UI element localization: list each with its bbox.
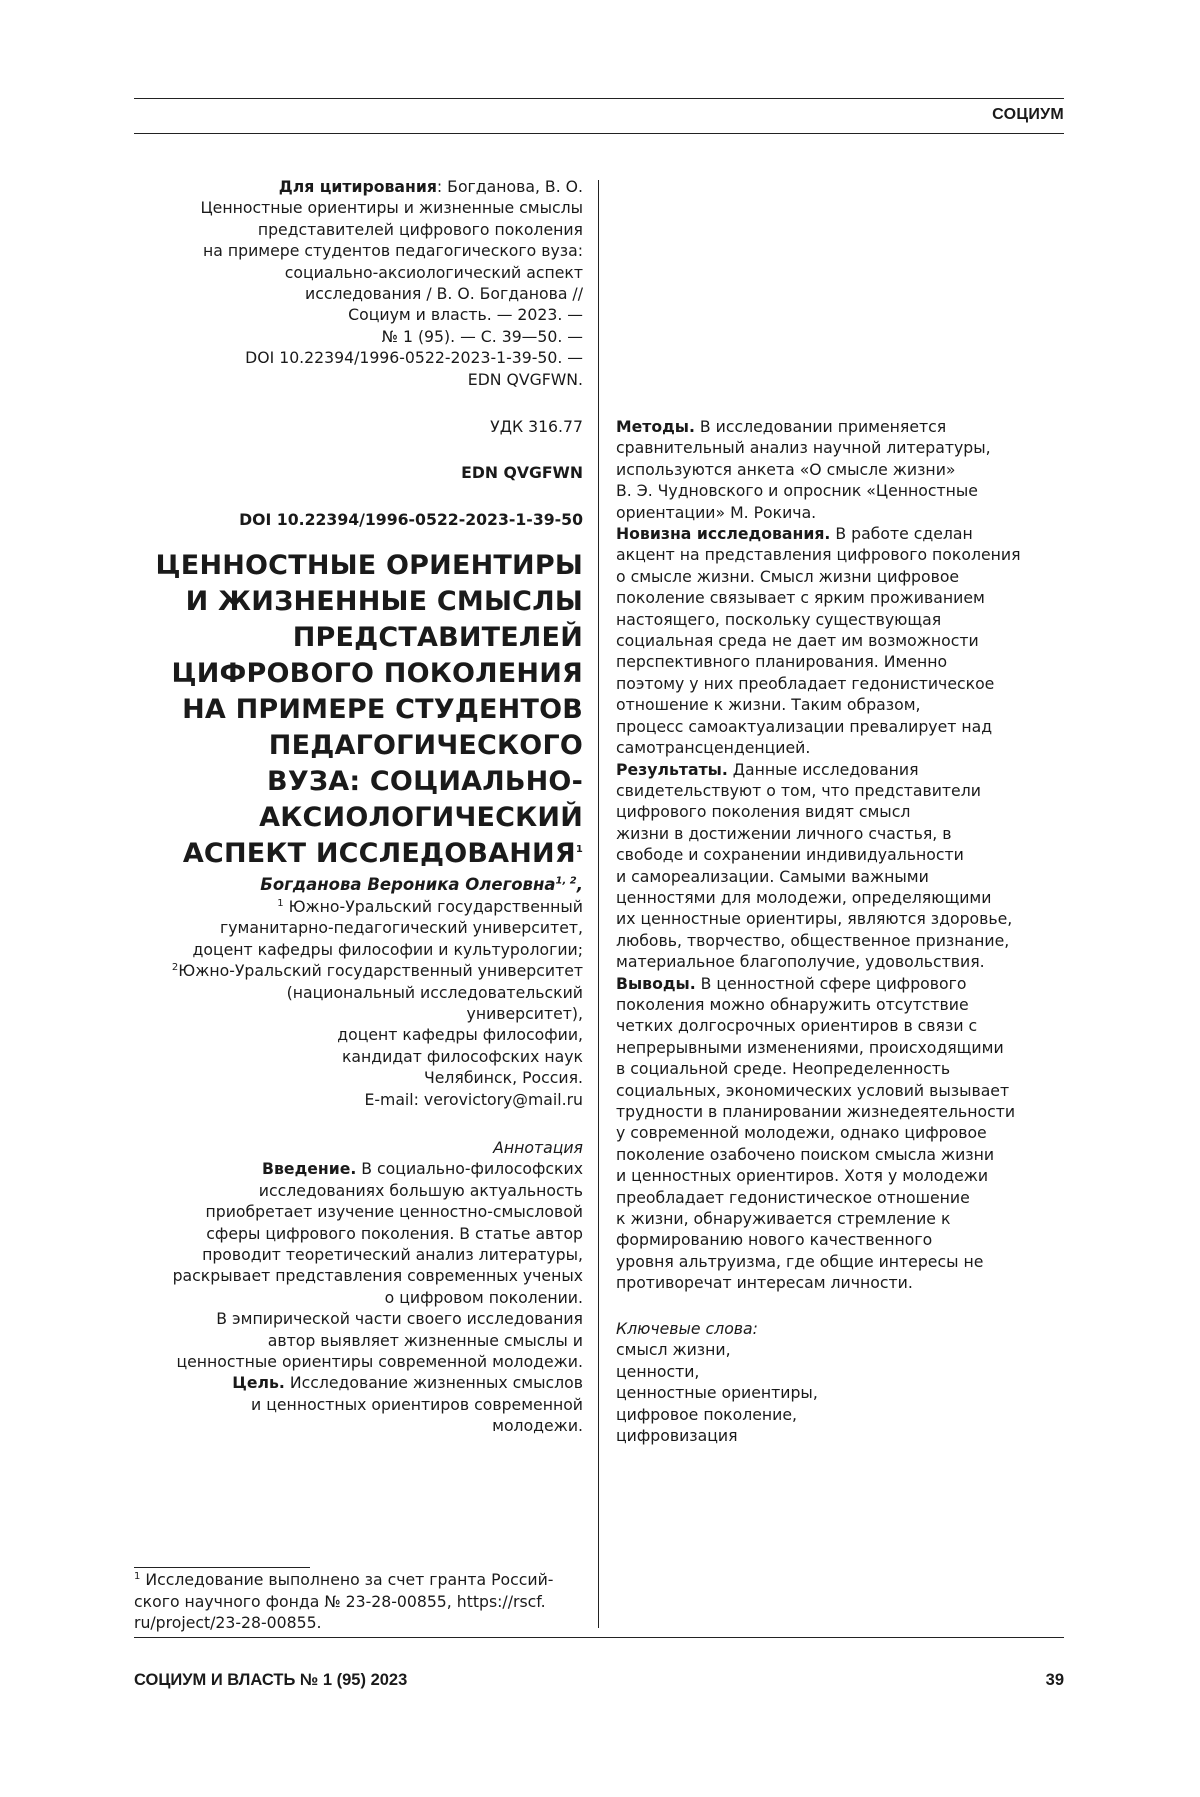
running-head: СОЦИУМ bbox=[992, 106, 1064, 124]
results-line: жизни в достижении личного счастья, в bbox=[616, 823, 1064, 844]
methods-line: ориентации» М. Рокича. bbox=[616, 502, 1064, 523]
identifiers bbox=[134, 416, 583, 530]
goal-line: и ценностных ориентиров современной bbox=[134, 1394, 583, 1415]
affiliation-1: 1 Южно-Уральский государственный bbox=[134, 896, 583, 917]
citation-line: Ценностные ориентиры и жизненные смыслы bbox=[134, 197, 583, 218]
affiliation-line: (национальный исследовательский bbox=[134, 982, 583, 1003]
footnote bbox=[134, 1569, 584, 1634]
title-line: И ЖИЗНЕННЫЕ СМЫСЛЫ bbox=[134, 584, 583, 620]
page-number: 39 bbox=[1046, 1671, 1064, 1690]
title-line: ЦЕННОСТНЫЕ ОРИЕНТИРЫ bbox=[134, 548, 583, 584]
affiliation-city: Челябинск, Россия. bbox=[134, 1067, 583, 1088]
conclusions-line: противоречат интересам личности. bbox=[616, 1272, 1064, 1293]
citation-line: № 1 (95). — С. 39—50. — bbox=[134, 326, 583, 347]
conclusions-line: к жизни, обнаруживается стремление к bbox=[616, 1208, 1064, 1229]
novelty-line: перспективного планирования. Именно bbox=[616, 651, 1064, 672]
conclusions-line-1: Выводы. В ценностной сфере цифрового bbox=[616, 973, 1064, 994]
novelty-line: отношение к жизни. Таким образом, bbox=[616, 694, 1064, 715]
citation-edn: EDN QVGFWN. bbox=[134, 369, 583, 390]
novelty-line: процесс самоактуализации превалирует над bbox=[616, 716, 1064, 737]
citation-doi: DOI 10.22394/1996-0522-2023-1-39-50. — bbox=[134, 347, 583, 368]
results-line-1: Результаты. Данные исследования bbox=[616, 759, 1064, 780]
doi: DOI 10.22394/1996-0522-2023-1-39-50 bbox=[134, 509, 583, 530]
header-top-rule bbox=[134, 98, 1064, 99]
intro-line: раскрывает представления современных ученых bbox=[134, 1265, 583, 1286]
affiliation-2: 2Южно-Уральский государственный университет bbox=[134, 960, 583, 981]
affiliation-line: гуманитарно-педагогический университет, bbox=[134, 917, 583, 938]
methods-line: В. Э. Чудновского и опросник «Ценностные bbox=[616, 480, 1064, 501]
conclusions-line: уровня альтруизма, где общие интересы не bbox=[616, 1251, 1064, 1272]
citation-line-1: Для цитирования: Богданова, В. О. bbox=[134, 176, 583, 197]
novelty-label: Новизна исследования. bbox=[616, 524, 830, 543]
title-line-last: АСПЕКТ ИССЛЕДОВАНИЯ1 bbox=[134, 836, 583, 872]
author-email[interactable]: E-mail: verovictory@mail.ru bbox=[134, 1089, 583, 1110]
results-label: Результаты. bbox=[616, 760, 728, 779]
conclusions-line: поколения можно обнаружить отсутствие bbox=[616, 994, 1064, 1015]
novelty-line: поэтому у них преобладает гедонистическое bbox=[616, 673, 1064, 694]
results-line: свидетельствуют о том, что представители bbox=[616, 780, 1064, 801]
novelty-line-1: Новизна исследования. В работе сделан bbox=[616, 523, 1064, 544]
novelty-line: акцент на представления цифрового поколения bbox=[616, 544, 1064, 565]
citation-label: Для цитирования bbox=[279, 177, 437, 196]
title-line: ПРЕДСТАВИТЕЛЕЙ bbox=[134, 620, 583, 656]
author-block bbox=[134, 874, 583, 1110]
novelty-line: поколение связывает с ярким проживанием bbox=[616, 587, 1064, 608]
citation-line: представителей цифрового поколения bbox=[134, 219, 583, 240]
abstract-heading: Аннотация bbox=[134, 1137, 583, 1158]
results-line: их ценностные ориентиры, являются здоровье, bbox=[616, 908, 1064, 929]
results-line: любовь, творчество, общественное признание, bbox=[616, 930, 1064, 951]
methods-line: сравнительный анализ научной литературы, bbox=[616, 437, 1064, 458]
keywords-heading: Ключевые слова: bbox=[616, 1318, 1064, 1339]
intro-line: В эмпирической части своего исследования bbox=[134, 1308, 583, 1329]
results-line: цифрового поколения видят смысл bbox=[616, 801, 1064, 822]
footnote-rule bbox=[134, 1567, 310, 1568]
author-name: Богданова Вероника Олеговна bbox=[260, 875, 555, 894]
title-line: ПЕДАГОГИЧЕСКОГО bbox=[134, 728, 583, 764]
goal-label: Цель. bbox=[232, 1373, 285, 1392]
novelty-line: о смысле жизни. Смысл жизни цифровое bbox=[616, 566, 1064, 587]
methods-line-1: Методы. В исследовании применяется bbox=[616, 416, 1064, 437]
author-name-line: Богданова Вероника Олеговна1, 2, bbox=[134, 874, 583, 896]
column-divider bbox=[598, 180, 599, 1628]
intro-line: автор выявляет жизненные смыслы и bbox=[134, 1330, 583, 1351]
keyword-item: цифровое поколение, bbox=[616, 1404, 1064, 1425]
conclusions-line: в социальной среде. Неопределенность bbox=[616, 1058, 1064, 1079]
intro-line: ценностные ориентиры современной молодежи. bbox=[134, 1351, 583, 1372]
affiliation-line: университет), bbox=[134, 1003, 583, 1024]
footnote-line-1: 1 Исследование выполнено за счет гранта Россий- bbox=[134, 1569, 584, 1591]
header-bottom-rule bbox=[134, 133, 1064, 134]
conclusions-line: непрерывными изменениями, происходящими bbox=[616, 1037, 1064, 1058]
citation-block bbox=[134, 176, 583, 390]
keyword-item: ценностные ориентиры, bbox=[616, 1382, 1064, 1403]
conclusions-line: социальных, экономических условий вызывает bbox=[616, 1080, 1064, 1101]
footnote-mark: 1 bbox=[134, 1571, 140, 1582]
title-footnote-mark[interactable]: 1 bbox=[576, 844, 583, 855]
novelty-line: самотрансценденцией. bbox=[616, 737, 1064, 758]
citation-line: на примере студентов педагогического вуза: bbox=[134, 240, 583, 261]
keyword-item: смысл жизни, bbox=[616, 1339, 1064, 1360]
conclusions-line: у современной молодежи, однако цифровое bbox=[616, 1122, 1064, 1143]
title-line: АКСИОЛОГИЧЕСКИЙ bbox=[134, 800, 583, 836]
affiliation-line: кандидат философских наук bbox=[134, 1046, 583, 1067]
udk: УДК 316.77 bbox=[134, 416, 583, 437]
abstract-right bbox=[616, 416, 1064, 1294]
intro-line: приобретает изучение ценностно-смысловой bbox=[134, 1201, 583, 1222]
keyword-item: ценности, bbox=[616, 1361, 1064, 1382]
keyword-item: цифровизация bbox=[616, 1425, 1064, 1446]
title-line: ЦИФРОВОГО ПОКОЛЕНИЯ bbox=[134, 656, 583, 692]
intro-line: сферы цифрового поколения. В статье автор bbox=[134, 1223, 583, 1244]
results-line: и самореализации. Самыми важными bbox=[616, 866, 1064, 887]
title-line: ВУЗА: СОЦИАЛЬНО- bbox=[134, 764, 583, 800]
conclusions-line: четких долгосрочных ориентиров в связи с bbox=[616, 1015, 1064, 1036]
citation-line: исследования / В. О. Богданова // bbox=[134, 283, 583, 304]
goal-line: молодежи. bbox=[134, 1415, 583, 1436]
title-line: НА ПРИМЕРЕ СТУДЕНТОВ bbox=[134, 692, 583, 728]
affiliation-line: доцент кафедры философии и культурологии; bbox=[134, 939, 583, 960]
conclusions-line: преобладает гедонистическое отношение bbox=[616, 1187, 1064, 1208]
keywords-block bbox=[616, 1318, 1064, 1446]
intro-line: о цифровом поколении. bbox=[134, 1287, 583, 1308]
intro-line: проводит теоретический анализ литературы, bbox=[134, 1244, 583, 1265]
intro-label: Введение. bbox=[262, 1159, 356, 1178]
conclusions-line: трудности в планировании жизнедеятельности bbox=[616, 1101, 1064, 1122]
novelty-line: социальная среда не дает им возможности bbox=[616, 630, 1064, 651]
results-line: ценностями для молодежи, определяющими bbox=[616, 887, 1064, 908]
methods-label: Методы. bbox=[616, 417, 695, 436]
novelty-line: настоящего, поскольку существующая bbox=[616, 609, 1064, 630]
conclusions-line: и ценностных ориентиров. Хотя у молодежи bbox=[616, 1165, 1064, 1186]
author-marks: 1, 2 bbox=[556, 876, 577, 887]
footer-journal: СОЦИУМ И ВЛАСТЬ № 1 (95) 2023 bbox=[134, 1671, 407, 1690]
affiliation-line: доцент кафедры философии, bbox=[134, 1024, 583, 1045]
results-line: свободе и сохранении индивидуальности bbox=[616, 844, 1064, 865]
footnote-line: ского научного фонда № 23-28-00855, https://rscf. bbox=[134, 1591, 584, 1613]
footer-rule bbox=[134, 1637, 1064, 1638]
article-title bbox=[134, 548, 583, 872]
conclusions-label: Выводы. bbox=[616, 974, 696, 993]
intro-line-1: Введение. В социально-философских bbox=[134, 1158, 583, 1179]
results-line: материальное благополучие, удовольствия. bbox=[616, 951, 1064, 972]
edn: EDN QVGFWN bbox=[134, 462, 583, 483]
footnote-line: ru/project/23-28-00855. bbox=[134, 1612, 584, 1634]
methods-line: используются анкета «О смысле жизни» bbox=[616, 459, 1064, 480]
conclusions-line: формированию нового качественного bbox=[616, 1229, 1064, 1250]
citation-line: Социум и власть. — 2023. — bbox=[134, 304, 583, 325]
intro-line: исследованиях большую актуальность bbox=[134, 1180, 583, 1201]
abstract-left bbox=[134, 1137, 583, 1437]
citation-line: социально-аксиологический аспект bbox=[134, 262, 583, 283]
goal-line-1: Цель. Исследование жизненных смыслов bbox=[134, 1372, 583, 1393]
conclusions-line: поколение озабочено поиском смысла жизни bbox=[616, 1144, 1064, 1165]
